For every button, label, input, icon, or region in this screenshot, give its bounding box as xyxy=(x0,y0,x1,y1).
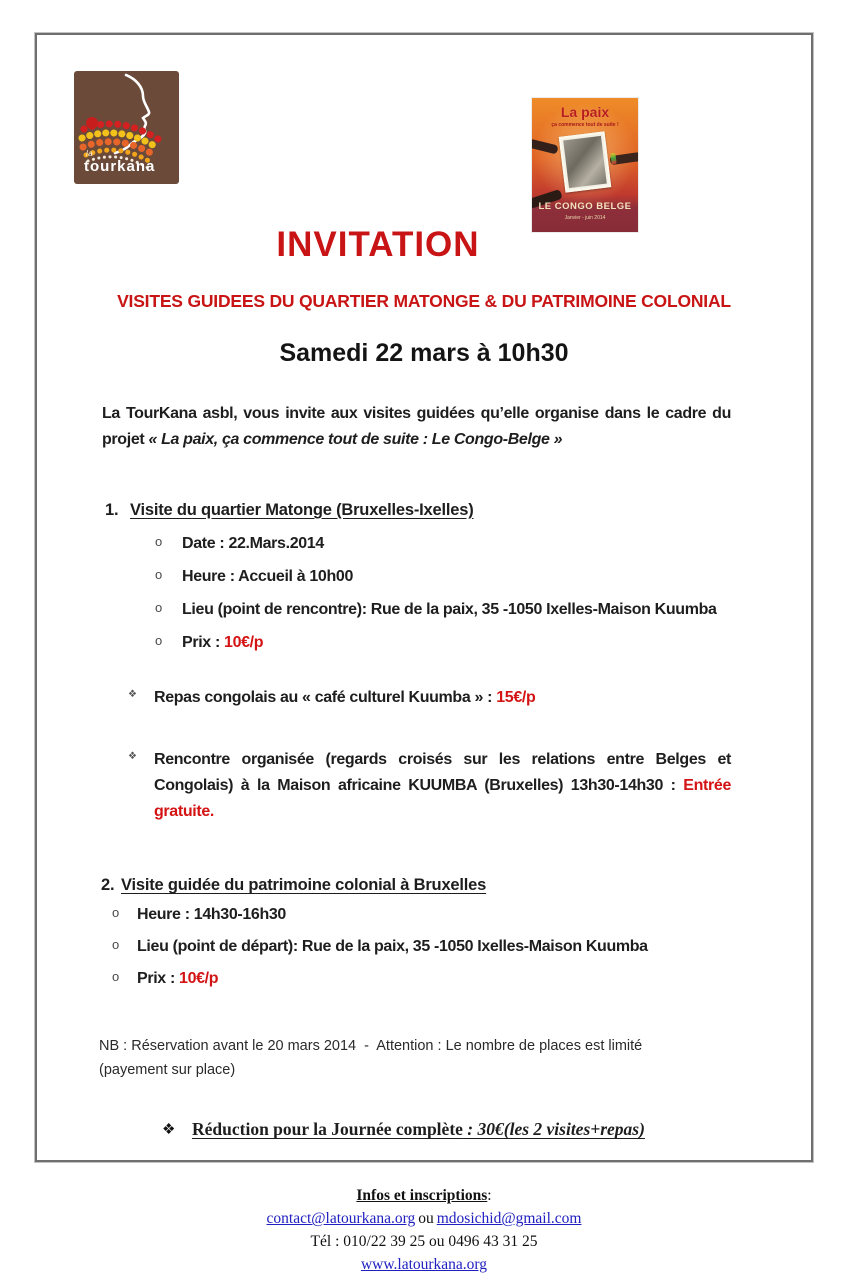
intro-quote: « La paix, ça commence tout de suite : Le Congo-Belge » xyxy=(148,430,563,448)
intro-text: La TourKana asbl, vous invite aux visites guidées qu’elle organise dans le cadre du projet xyxy=(102,405,731,448)
prix-label: Prix : xyxy=(182,633,225,651)
repas-text: Repas congolais au « café culturel Kuumba » : xyxy=(154,688,497,706)
poster-footer-subtitle: Janvier - juin 2014 xyxy=(564,215,606,221)
footer-heading: Infos et inscriptions xyxy=(356,1187,488,1205)
section1-number: 1. xyxy=(105,500,119,519)
heure-value: Heure : Accueil à 10h00 xyxy=(182,567,353,585)
extra-repas xyxy=(128,685,731,711)
list-item-prix xyxy=(155,631,731,655)
page-title: INVITATION xyxy=(276,225,480,264)
poster-photo xyxy=(559,131,611,192)
website-link[interactable]: www.latourkana.org xyxy=(360,1256,488,1274)
section2-heading xyxy=(37,876,811,895)
poster-footer-title: LE CONGO BELGE xyxy=(538,201,632,212)
section1-heading xyxy=(37,501,811,520)
diamond-bullet-icon: ❖ xyxy=(128,750,137,762)
section2-details-list xyxy=(37,903,811,991)
email-link-contact[interactable]: contact@latourkana.org xyxy=(266,1210,416,1228)
footer-emails-row xyxy=(37,1209,811,1230)
tourkana-wordmark: tourkana xyxy=(84,158,156,175)
circle-bullet-icon: o xyxy=(112,905,119,921)
circle-bullet-icon: o xyxy=(155,632,162,648)
section1-details-list xyxy=(37,532,811,655)
lieu-value: Lieu (point de départ): Rue de la paix, 35 -1050 Ixelles-Maison Kuumba xyxy=(137,938,648,956)
page-subtitle: VISITES GUIDEES DU QUARTIER MATONGE & DU PATRIMOINE COLONIAL xyxy=(117,291,731,311)
diamond-bullet-icon: ❖ xyxy=(162,1122,176,1139)
reduction-value: : 30€(les 2 visites+repas) xyxy=(462,1119,645,1140)
footer-website-row xyxy=(37,1255,811,1276)
nb-note xyxy=(99,1035,741,1083)
list-item-prix xyxy=(112,967,731,991)
extra-rencontre xyxy=(128,747,731,825)
circle-bullet-icon: o xyxy=(155,533,162,549)
circle-bullet-icon: o xyxy=(155,599,162,615)
prix-value: 10€/p xyxy=(179,970,219,988)
lieu-value: Lieu (point de rencontre): Rue de la paix, 35 -1050 Ixelles-Maison Kuumba xyxy=(182,600,717,618)
poster-title: La paix xyxy=(560,104,610,120)
heure-value: Heure : 14h30-16h30 xyxy=(137,906,286,924)
list-item-lieu xyxy=(112,935,731,959)
reduction-line xyxy=(162,1119,741,1140)
poster-subtitle: ça commence tout de suite ! xyxy=(551,122,619,128)
reduction-label: Réduction pour la Journée complète xyxy=(192,1119,463,1140)
event-date-heading: Samedi 22 mars à 10h30 xyxy=(279,339,569,367)
circle-bullet-icon: o xyxy=(155,566,162,582)
intro-paragraph xyxy=(102,401,731,453)
footer-heading-row xyxy=(37,1186,811,1207)
list-item-heure xyxy=(155,565,731,589)
footer-tel-row: Tél : 010/22 39 25 ou 0496 43 31 25 xyxy=(310,1233,538,1251)
email-link-mdosichid[interactable]: mdosichid@gmail.com xyxy=(436,1210,582,1228)
page-border-frame xyxy=(35,33,813,1274)
header-logos xyxy=(37,35,811,221)
nb-line2: (payement sur place) xyxy=(99,1062,236,1079)
circle-bullet-icon: o xyxy=(112,969,119,985)
tourkana-prefix: la xyxy=(86,149,94,158)
list-item-date xyxy=(155,532,731,556)
project-poster xyxy=(532,98,638,232)
diamond-bullet-icon: ❖ xyxy=(128,688,137,700)
date-value: Date : 22.Mars.2014 xyxy=(182,534,324,552)
poster-photo-image xyxy=(563,136,607,188)
footer-heading-colon: : xyxy=(487,1187,492,1205)
section2-title: Visite guidée du patrimoine colonial à Bruxelles xyxy=(121,876,487,895)
section2-number: 2. xyxy=(101,876,115,895)
repas-price: 15€/p xyxy=(496,688,536,706)
rencontre-text: Rencontre organisée (regards croisés sur les relations entre Belges et Congolais) à la Maison africaine KUUMBA (Bruxelles) 13h30-14h30 : xyxy=(154,750,731,794)
necklace-accent xyxy=(86,117,98,129)
list-item-lieu xyxy=(155,598,731,622)
email-separator: ou xyxy=(418,1210,434,1228)
section1-title: Visite du quartier Matonge (Bruxelles-Ixelles) xyxy=(130,500,474,519)
prix-value: 10€/p xyxy=(224,633,264,651)
tourkana-logo xyxy=(74,71,179,184)
list-item-heure xyxy=(112,903,731,927)
prix-label: Prix : xyxy=(137,970,180,988)
rencontre-highlight: Entrée gratuite. xyxy=(154,776,731,820)
hand-left-icon xyxy=(532,139,559,155)
circle-bullet-icon: o xyxy=(112,937,119,953)
nb-line1: NB : Réservation avant le 20 mars 2014 - Attention : Le nombre de places est limité xyxy=(99,1038,643,1055)
